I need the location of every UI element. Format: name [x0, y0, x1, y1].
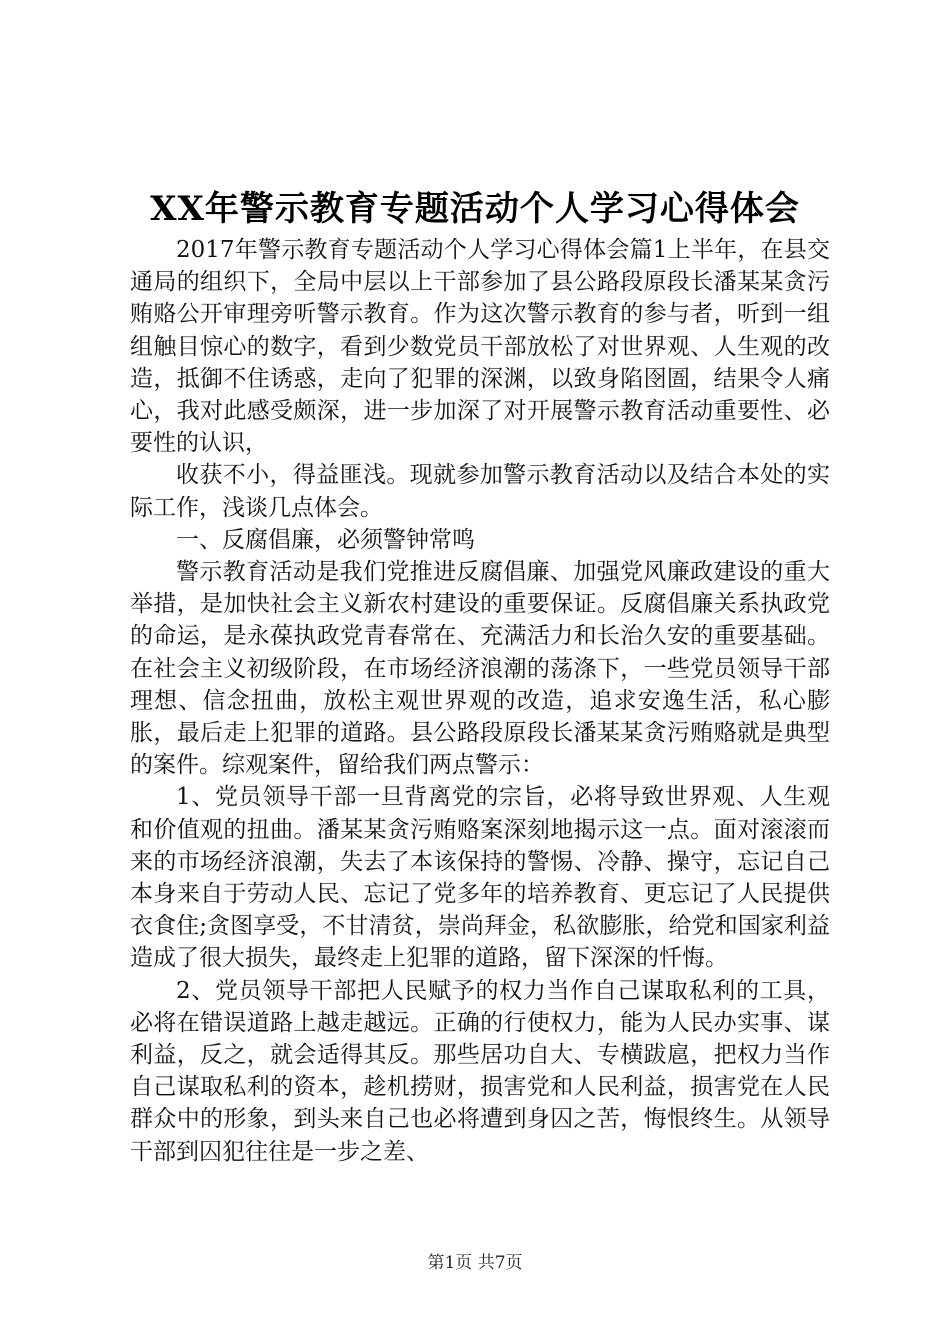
paragraph-intro: 2017年警示教育专题活动个人学习心得体会篇1上半年，在县交通局的组织下，全局中层以上干部参加了县公路段原段长潘某某贪污贿赂公开审理旁听警示教育。作为这次警示教育的参与者，听到一组组触目惊心的数字，看到少数党员干部放松了对世界观、人生观的改造，抵御不住诱惑，走向了犯罪的深渊，以致身陷囹圄，结果令人痛心，我对此感受颇深，进一步加深了对开展警示教育活动重要性、必要性的认识，	[130, 237, 830, 457]
paragraph-point-2: 2、党员领导干部把人民赋予的权力当作自己谋取私利的工具，必将在错误道路上越走越远。正确的行使权力，能为人民办实事、谋利益，反之，就会适得其反。那些居功自大、专横跋扈，把权力当作自己谋取私利的资本，趁机捞财，损害党和人民利益，损害党在人民群众中的形象，到头来自己也必将遭到身囚之苦，悔恨终生。从领导干部到囚犯往往是一步之差、	[130, 977, 830, 1165]
paragraph-point-1: 1、党员领导干部一旦背离党的宗旨，必将导致世界观、人生观和价值观的扭曲。潘某某贪污贿赂案深刻地揭示这一点。面对滚滚而来的市场经济浪潮，失去了本该保持的警惕、冷静、操守，忘记自己本身来自于劳动人民、忘记了党多年的培养教育、更忘记了人民提供衣食住;贪图享受，不甘清贫，崇尚拜金，私欲膨胀，给党和国家利益造成了很大损失，最终走上犯罪的道路，留下深深的忏悔。	[130, 784, 830, 972]
document-body	[130, 234, 830, 1168]
page-number-footer: 第1页 共7页	[427, 1253, 523, 1273]
paragraph-warning-education: 警示教育活动是我们党推进反腐倡廉、加强党风廉政建设的重大举措，是加快社会主义新农村建设的重要保证。反腐倡廉关系执政党的命运，是永葆执政党青春常在、充满活力和长治久安的重要基础。在社会主义初级阶段，在市场经济浪潮的荡涤下，一些党员领导干部理想、信念扭曲，放松主观世界观的改造，追求安逸生活，私心膨胀，最后走上犯罪的道路。县公路段原段长潘某某贪污贿赂就是典型的案件。综观案件，留给我们两点警示：	[130, 559, 830, 779]
document-title: XX年警示教育专题活动个人学习心得体会	[150, 189, 800, 229]
section-heading-1: 一、反腐倡廉，必须警钟常鸣	[176, 526, 475, 553]
paragraph-gains: 收获不小，得益匪浅。现就参加警示教育活动以及结合本处的实际工作，浅谈几点体会。	[130, 462, 830, 521]
